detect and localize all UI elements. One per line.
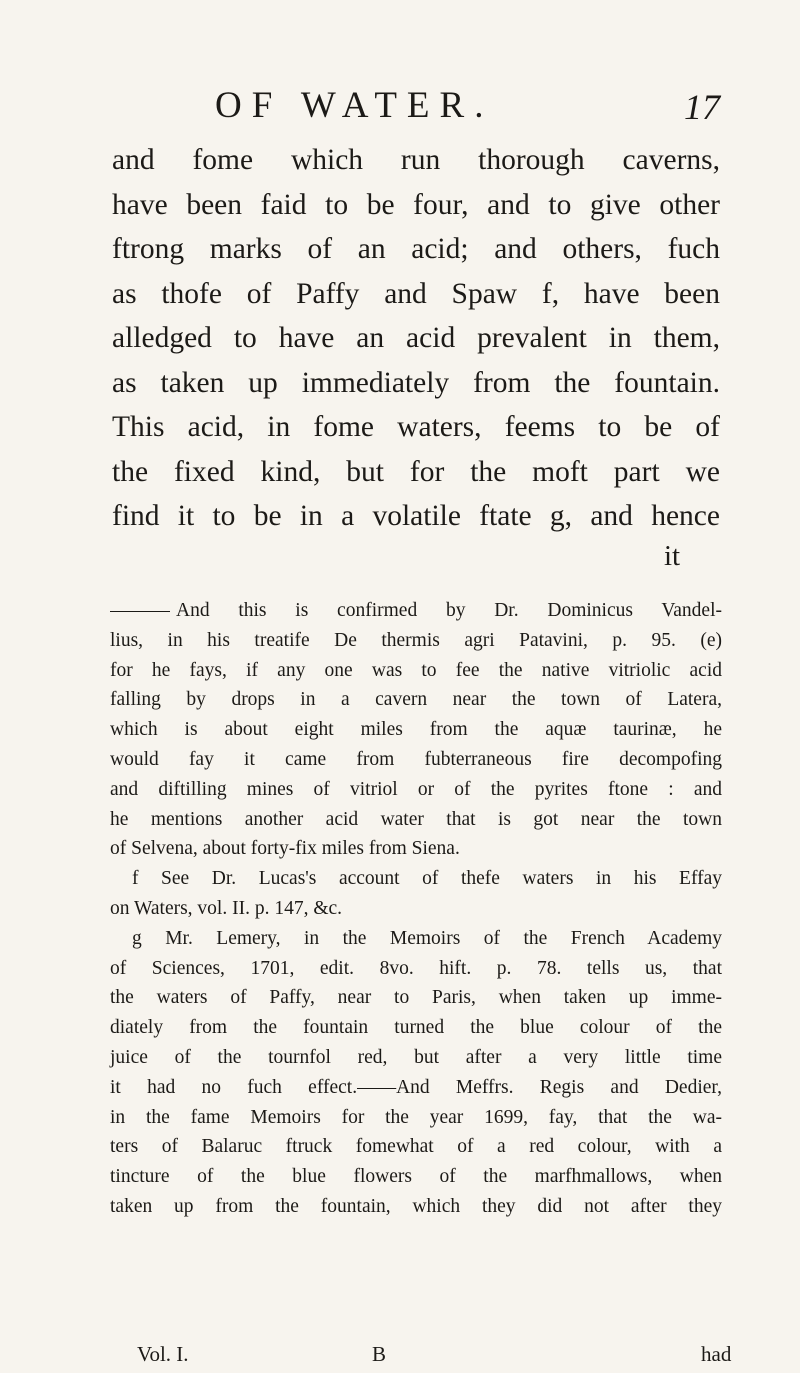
- footnote-text: And this is confirmed by Dr. Dominicus Vandel-: [176, 600, 722, 621]
- footnote-line: of Sciences, 1701, edit. 8vo. hift. p. 78. tells us, that: [110, 957, 722, 979]
- body-line: ftrong marks of an acid; and others, fuch: [112, 233, 720, 265]
- footnote-line: he mentions another acid water that is got near the town: [110, 808, 722, 830]
- body-line: as thofe of Paffy and Spaw f, have been: [112, 277, 720, 310]
- body-line: alledged to have an acid prevalent in them,: [112, 322, 720, 354]
- note-dash: [110, 611, 170, 612]
- footnote-line: diately from the fountain turned the blue colour of the: [110, 1017, 722, 1039]
- footnote-line: it had no fuch effect.——And Meffrs. Regis and Dedier,: [110, 1076, 722, 1098]
- footnote-line: f See Dr. Lucas's account of thefe waters in his Effay: [132, 868, 722, 890]
- footnote-line: [110, 596, 722, 626]
- footnote-line: ters of Balaruc ftruck fomewhat of a red colour, with a: [110, 1136, 722, 1158]
- body-line: have been faid to be four, and to give other: [112, 188, 720, 221]
- body-line: the fixed kind, but for the moft part we: [112, 455, 720, 488]
- footnote-line: the waters of Paffy, near to Paris, when taken up imme-: [110, 987, 722, 1009]
- footnotes: [110, 596, 722, 1222]
- footer-catchword: had: [701, 1342, 732, 1366]
- body-line: find it to be in a volatile ftate g, and hence: [112, 500, 720, 532]
- footnote-line: juice of the tournfol red, but after a very little time: [110, 1046, 722, 1068]
- signature-mark: B: [372, 1342, 387, 1366]
- footnote-line: g Mr. Lemery, in the Memoirs of the French Academy: [132, 927, 722, 949]
- body-line: and fome which run thorough caverns,: [112, 144, 720, 176]
- body-line: as taken up immediately from the fountain.: [112, 366, 720, 399]
- page-catchword: it: [664, 540, 681, 572]
- running-title: OF WATER.: [215, 85, 494, 126]
- page-number: 17: [684, 87, 720, 127]
- footnote-line: of Selvena, about forty-fix miles from Siena.: [110, 838, 460, 860]
- footnote-line: in the fame Memoirs for the year 1699, fay, that the wa-: [110, 1106, 722, 1128]
- footnote-line: which is about eight miles from the aquæ taurinæ, he: [110, 719, 722, 741]
- footnote-line: falling by drops in a cavern near the town of Latera,: [110, 689, 722, 711]
- footnote-line: and diftilling mines of vitriol or of the pyrites ftone : and: [110, 778, 722, 800]
- footnote-line: for he fays, if any one was to fee the native vitriolic acid: [110, 659, 722, 681]
- footnote-line: tincture of the blue flowers of the marfhmallows, when: [110, 1166, 722, 1188]
- footnote-line: would fay it came from fubterraneous fire decompofing: [110, 748, 722, 770]
- footnote-line: on Waters, vol. II. p. 147, &c.: [110, 897, 343, 919]
- body-line: This acid, in fome waters, feems to be of: [112, 411, 720, 443]
- footnote-line: taken up from the fountain, which they did not after they: [110, 1195, 722, 1217]
- main-text: [112, 138, 720, 539]
- volume-label: Vol. I.: [137, 1342, 189, 1366]
- footnote-line: lius, in his treatife De thermis agri Patavini, p. 95. (e): [110, 629, 722, 651]
